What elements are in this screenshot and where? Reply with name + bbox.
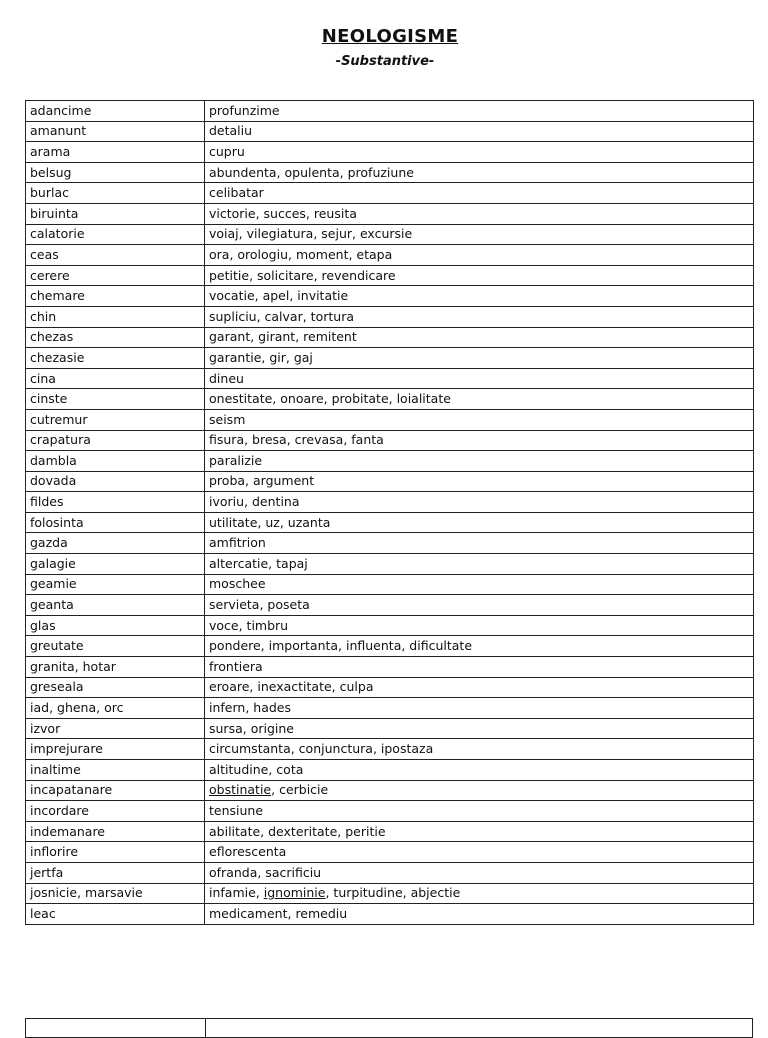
synonym-text: cupru <box>209 143 245 159</box>
synonym-text: dineu <box>209 370 244 386</box>
table-row <box>26 862 754 883</box>
synonyms-cell <box>205 657 754 678</box>
synonym-text: ofranda, sacrificiu <box>209 864 322 880</box>
word-cell: amanunt <box>26 121 205 142</box>
neologism-table <box>25 100 754 925</box>
word-cell: galagie <box>26 554 205 575</box>
table-row <box>26 636 754 657</box>
synonyms-cell <box>205 883 754 904</box>
synonyms-cell <box>205 904 754 925</box>
synonym-text: altitudine, cota <box>209 761 304 777</box>
table-row <box>26 368 754 389</box>
table-row <box>26 203 754 224</box>
table-row <box>26 512 754 533</box>
synonym-text: detaliu <box>209 123 253 139</box>
synonyms-cell <box>205 101 754 122</box>
synonyms-cell <box>205 821 754 842</box>
word-cell: burlac <box>26 183 205 204</box>
synonyms-cell <box>205 512 754 533</box>
synonym-text: servieta, poseta <box>209 597 310 613</box>
table-row <box>26 821 754 842</box>
synonyms-cell <box>205 389 754 410</box>
synonym-text: garant, girant, remitent <box>209 329 357 345</box>
synonym-text: onestitate, onoare, probitate, loialitate <box>209 391 451 407</box>
synonym-text: circumstanta, conjunctura, ipostaza <box>209 741 434 757</box>
word-cell: greutate <box>26 636 205 657</box>
synonyms-cell <box>205 203 754 224</box>
synonyms-cell <box>205 842 754 863</box>
synonym-text: fisura, bresa, crevasa, fanta <box>209 432 384 448</box>
synonym-text: seism <box>209 411 246 427</box>
synonyms-cell <box>205 348 754 369</box>
table-row <box>26 183 754 204</box>
document-subtitle: -Substantive- <box>335 54 435 69</box>
synonyms-cell <box>205 368 754 389</box>
synonyms-cell <box>205 636 754 657</box>
table-row <box>26 657 754 678</box>
synonym-text: petitie, solicitare, revendicare <box>209 267 396 283</box>
word-cell: belsug <box>26 162 205 183</box>
word-cell: cina <box>26 368 205 389</box>
synonym-text: utilitate, uz, uzanta <box>209 514 331 530</box>
synonym-text: altercatie, tapaj <box>209 555 308 571</box>
word-cell: iad, ghena, orc <box>26 698 205 719</box>
underlined-term: ignominie <box>263 885 326 901</box>
table-row <box>26 718 754 739</box>
word-cell: fildes <box>26 492 205 513</box>
word-cell: cerere <box>26 265 205 286</box>
table-row <box>26 245 754 266</box>
table-row <box>26 451 754 472</box>
synonyms-cell <box>205 121 754 142</box>
word-cell: folosinta <box>26 512 205 533</box>
synonym-text: profunzime <box>209 102 280 118</box>
second-table-top-edge <box>25 1018 753 1038</box>
synonyms-cell <box>205 451 754 472</box>
table-row <box>26 265 754 286</box>
table-row <box>26 801 754 822</box>
synonym-text: abilitate, dexteritate, peritie <box>209 823 386 839</box>
word-cell: chin <box>26 306 205 327</box>
synonym-text: , turpitudine, abjectie <box>325 885 461 901</box>
word-cell: calatorie <box>26 224 205 245</box>
synonyms-cell <box>205 183 754 204</box>
word-cell: imprejurare <box>26 739 205 760</box>
table-row <box>26 286 754 307</box>
word-cell: biruinta <box>26 203 205 224</box>
document-title: NEOLOGISME <box>321 26 459 47</box>
table-row <box>26 883 754 904</box>
synonyms-cell <box>205 780 754 801</box>
synonyms-cell <box>205 142 754 163</box>
word-cell: crapatura <box>26 430 205 451</box>
synonyms-cell <box>205 574 754 595</box>
table-row <box>26 430 754 451</box>
table-row <box>26 904 754 925</box>
synonyms-cell <box>205 306 754 327</box>
synonyms-cell <box>205 739 754 760</box>
table-row <box>26 574 754 595</box>
word-cell: dovada <box>26 471 205 492</box>
table-row <box>26 739 754 760</box>
word-cell: gazda <box>26 533 205 554</box>
neologism-table-body <box>26 101 754 925</box>
synonym-text: medicament, remediu <box>209 905 348 921</box>
table-row <box>26 348 754 369</box>
synonyms-cell <box>205 862 754 883</box>
synonym-text: ora, orologiu, moment, etapa <box>209 246 393 262</box>
word-cell: izvor <box>26 718 205 739</box>
synonym-text: amfitrion <box>209 535 266 551</box>
table-row <box>26 554 754 575</box>
synonym-text: voce, timbru <box>209 617 289 633</box>
synonyms-cell <box>205 162 754 183</box>
synonyms-cell <box>205 327 754 348</box>
synonyms-cell <box>205 492 754 513</box>
table-row <box>26 162 754 183</box>
word-cell: indemanare <box>26 821 205 842</box>
synonyms-cell <box>205 409 754 430</box>
word-cell: chezas <box>26 327 205 348</box>
synonyms-cell <box>205 615 754 636</box>
table-row <box>26 842 754 863</box>
synonym-text: abundenta, opulenta, profuziune <box>209 164 414 180</box>
synonyms-cell <box>205 595 754 616</box>
word-cell: chemare <box>26 286 205 307</box>
synonym-text: eflorescenta <box>209 844 287 860</box>
word-cell: arama <box>26 142 205 163</box>
synonym-text: sursa, origine <box>209 720 294 736</box>
synonym-text: victorie, succes, reusita <box>209 205 357 221</box>
synonym-text: infamie, <box>209 885 264 901</box>
synonym-text: celibatar <box>209 185 264 201</box>
word-cell: josnicie, marsavie <box>26 883 205 904</box>
table-row <box>26 677 754 698</box>
synonyms-cell <box>205 245 754 266</box>
synonym-text: ivoriu, dentina <box>209 494 300 510</box>
table-row <box>26 698 754 719</box>
word-cell: inaltime <box>26 760 205 781</box>
word-cell: inflorire <box>26 842 205 863</box>
synonyms-cell <box>205 801 754 822</box>
word-cell: cinste <box>26 389 205 410</box>
table-row <box>26 409 754 430</box>
synonyms-cell <box>205 471 754 492</box>
word-cell: geanta <box>26 595 205 616</box>
table-row <box>26 492 754 513</box>
synonym-text: garantie, gir, gaj <box>209 349 313 365</box>
table-row <box>26 121 754 142</box>
synonym-text: paralizie <box>209 452 263 468</box>
synonyms-cell <box>205 760 754 781</box>
word-cell: leac <box>26 904 205 925</box>
synonym-text: pondere, importanta, influenta, dificultate <box>209 638 473 654</box>
word-cell: adancime <box>26 101 205 122</box>
synonym-text: eroare, inexactitate, culpa <box>209 679 374 695</box>
synonym-text: vocatie, apel, invitatie <box>209 288 349 304</box>
synonyms-cell <box>205 224 754 245</box>
word-cell: greseala <box>26 677 205 698</box>
synonym-text: infern, hades <box>209 700 291 716</box>
table-row <box>26 471 754 492</box>
word-cell: ceas <box>26 245 205 266</box>
word-cell: incapatanare <box>26 780 205 801</box>
synonym-text: frontiera <box>209 658 263 674</box>
table-row <box>26 306 754 327</box>
synonym-text: , cerbicie <box>271 782 329 798</box>
table-row <box>26 595 754 616</box>
synonyms-cell <box>205 677 754 698</box>
synonym-text: voiaj, vilegiatura, sejur, excursie <box>209 226 413 242</box>
synonym-text: moschee <box>209 576 266 592</box>
synonym-text: supliciu, calvar, tortura <box>209 308 354 324</box>
second-table-column-divider <box>205 1019 206 1037</box>
synonyms-cell <box>205 533 754 554</box>
table-row <box>26 101 754 122</box>
synonyms-cell <box>205 286 754 307</box>
underlined-term: obstinatie <box>209 782 272 798</box>
word-cell: dambla <box>26 451 205 472</box>
table-row <box>26 760 754 781</box>
synonyms-cell <box>205 718 754 739</box>
word-cell: granita, hotar <box>26 657 205 678</box>
word-cell: chezasie <box>26 348 205 369</box>
synonym-text: tensiune <box>209 802 264 818</box>
word-cell: geamie <box>26 574 205 595</box>
synonyms-cell <box>205 430 754 451</box>
table-row <box>26 780 754 801</box>
table-row <box>26 615 754 636</box>
table-row <box>26 142 754 163</box>
synonyms-cell <box>205 265 754 286</box>
table-row <box>26 533 754 554</box>
word-cell: incordare <box>26 801 205 822</box>
word-cell: glas <box>26 615 205 636</box>
table-row <box>26 389 754 410</box>
synonym-text: proba, argument <box>209 473 315 489</box>
word-cell: jertfa <box>26 862 205 883</box>
table-row <box>26 327 754 348</box>
synonyms-cell <box>205 554 754 575</box>
table-row <box>26 224 754 245</box>
synonyms-cell <box>205 698 754 719</box>
word-cell: cutremur <box>26 409 205 430</box>
